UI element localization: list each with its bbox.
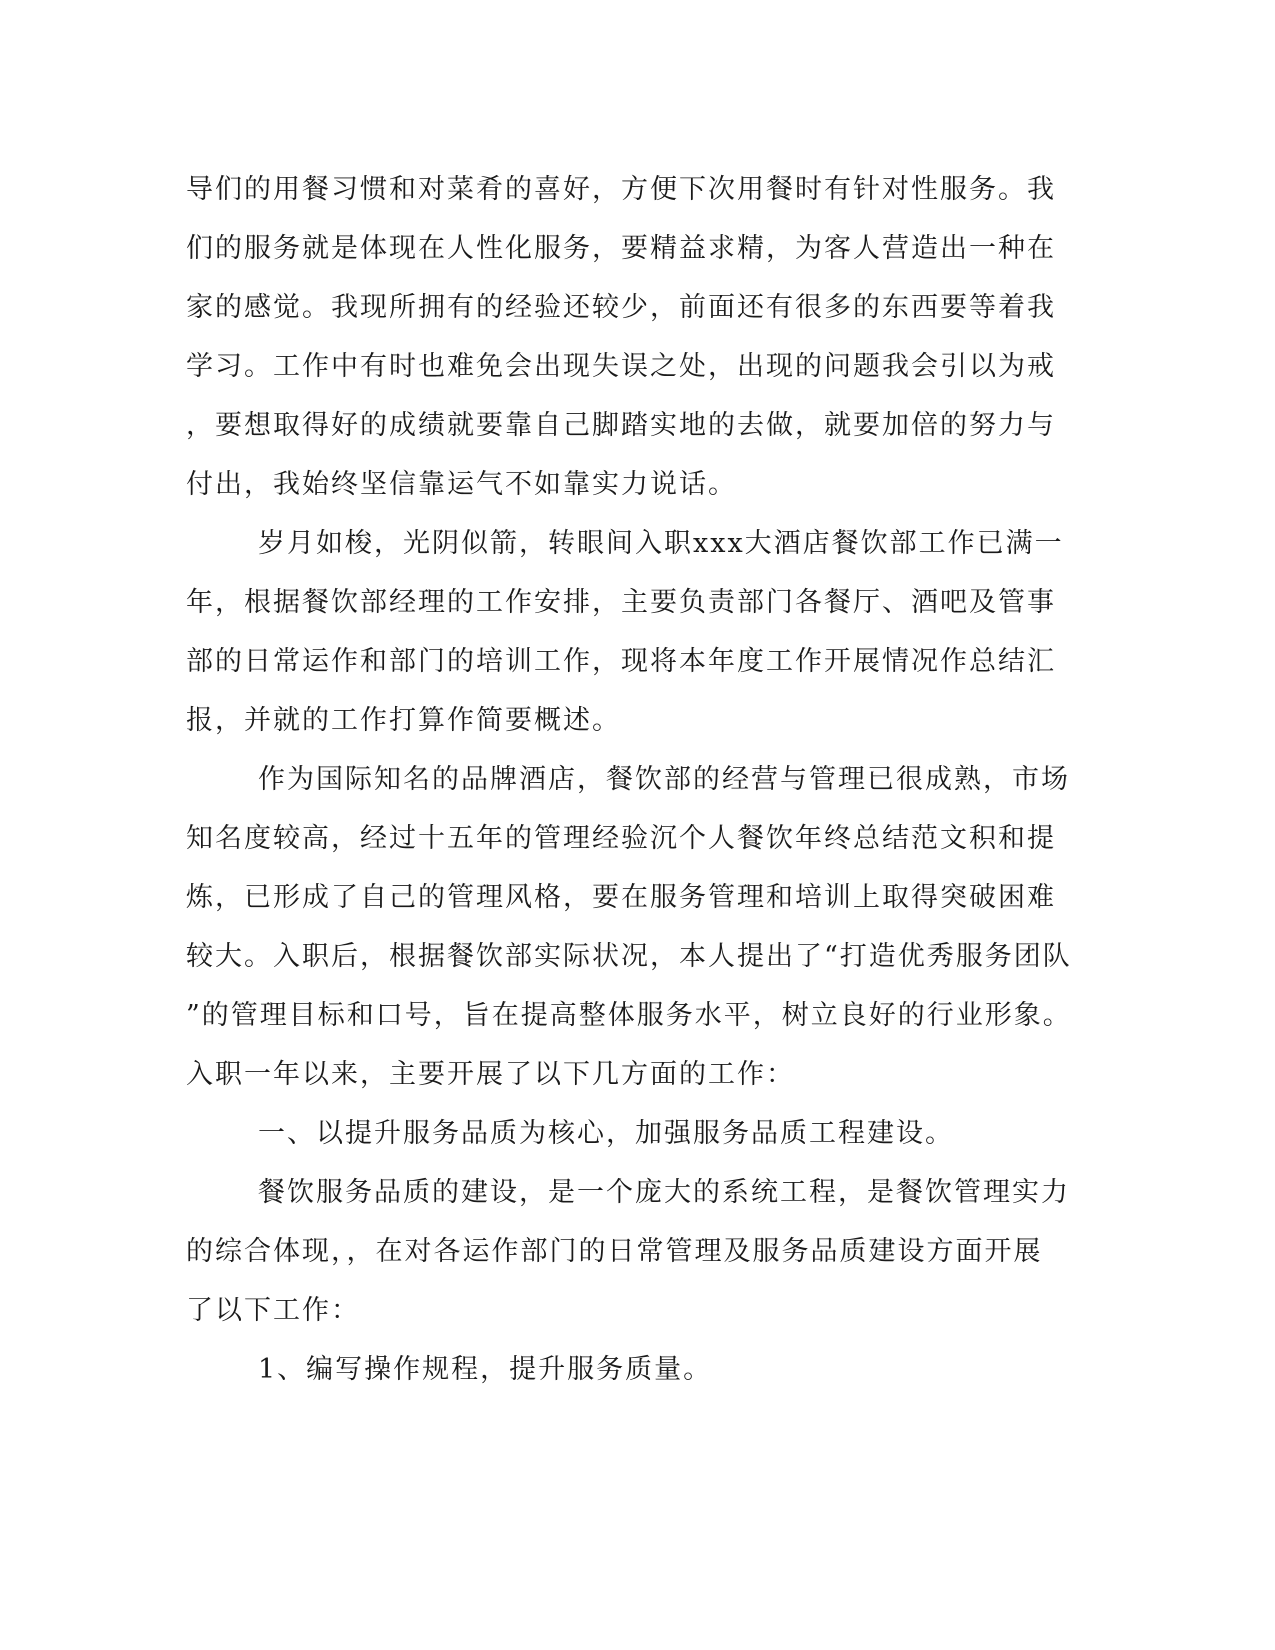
text-line: ，要想取得好的成绩就要靠自己脚踏实地的去做，就要加倍的努力与 xyxy=(186,410,1056,441)
paragraph-start-line: 作为国际知名的品牌酒店，餐饮部的经营与管理已很成熟，市场 xyxy=(258,764,1070,795)
text-line: 付出，我始终坚信靠运气不如靠实力说话。 xyxy=(186,469,737,500)
text-line: 知名度较高，经过十五年的管理经验沉个人餐饮年终总结范文积和提 xyxy=(186,823,1056,854)
text-line: 们的服务就是体现在人性化服务，要精益求精，为客人营造出一种在 xyxy=(186,233,1056,264)
text-line: 学习。工作中有时也难免会出现失误之处，出现的问题我会引以为戒 xyxy=(186,351,1056,382)
text-line: 入职一年以来，主要开展了以下几方面的工作： xyxy=(186,1059,795,1090)
text-line: 部的日常运作和部门的培训工作，现将本年度工作开展情况作总结汇 xyxy=(186,646,1056,677)
text-line: 的综合体现，，在对各运作部门的日常管理及服务品质建设方面开展 xyxy=(186,1236,1043,1267)
text-line: 了以下工作： xyxy=(186,1295,360,1326)
text-line: 导们的用餐习惯和对菜肴的喜好，方便下次用餐时有针对性服务。我 xyxy=(186,174,1056,205)
paragraph-start-line: 餐饮服务品质的建设，是一个庞大的系统工程，是餐饮管理实力 xyxy=(258,1177,1070,1208)
text-line: 炼，已形成了自己的管理风格，要在服务管理和培训上取得突破困难 xyxy=(186,882,1056,913)
text-line: ”的管理目标和口号，旨在提高整体服务水平，树立良好的行业形象。 xyxy=(186,1000,1072,1031)
text-line: 较大。入职后，根据餐饮部实际状况，本人提出了“打造优秀服务团队 xyxy=(186,941,1072,972)
section-heading: 一、以提升服务品质为核心，加强服务品质工程建设。 xyxy=(258,1118,954,1149)
document-body xyxy=(186,160,1086,1399)
text-line: 年，根据餐饮部经理的工作安排，主要负责部门各餐厅、酒吧及管事 xyxy=(186,587,1056,618)
text-line: 家的感觉。我现所拥有的经验还较少，前面还有很多的东西要等着我 xyxy=(186,292,1056,323)
paragraph-start-line: 岁月如梭，光阴似箭，转眼间入职xxx大酒店餐饮部工作已满一 xyxy=(258,528,1064,559)
text-line: 报，并就的工作打算作简要概述。 xyxy=(186,705,621,736)
subsection-heading: 1、编写操作规程，提升服务质量。 xyxy=(258,1354,713,1385)
